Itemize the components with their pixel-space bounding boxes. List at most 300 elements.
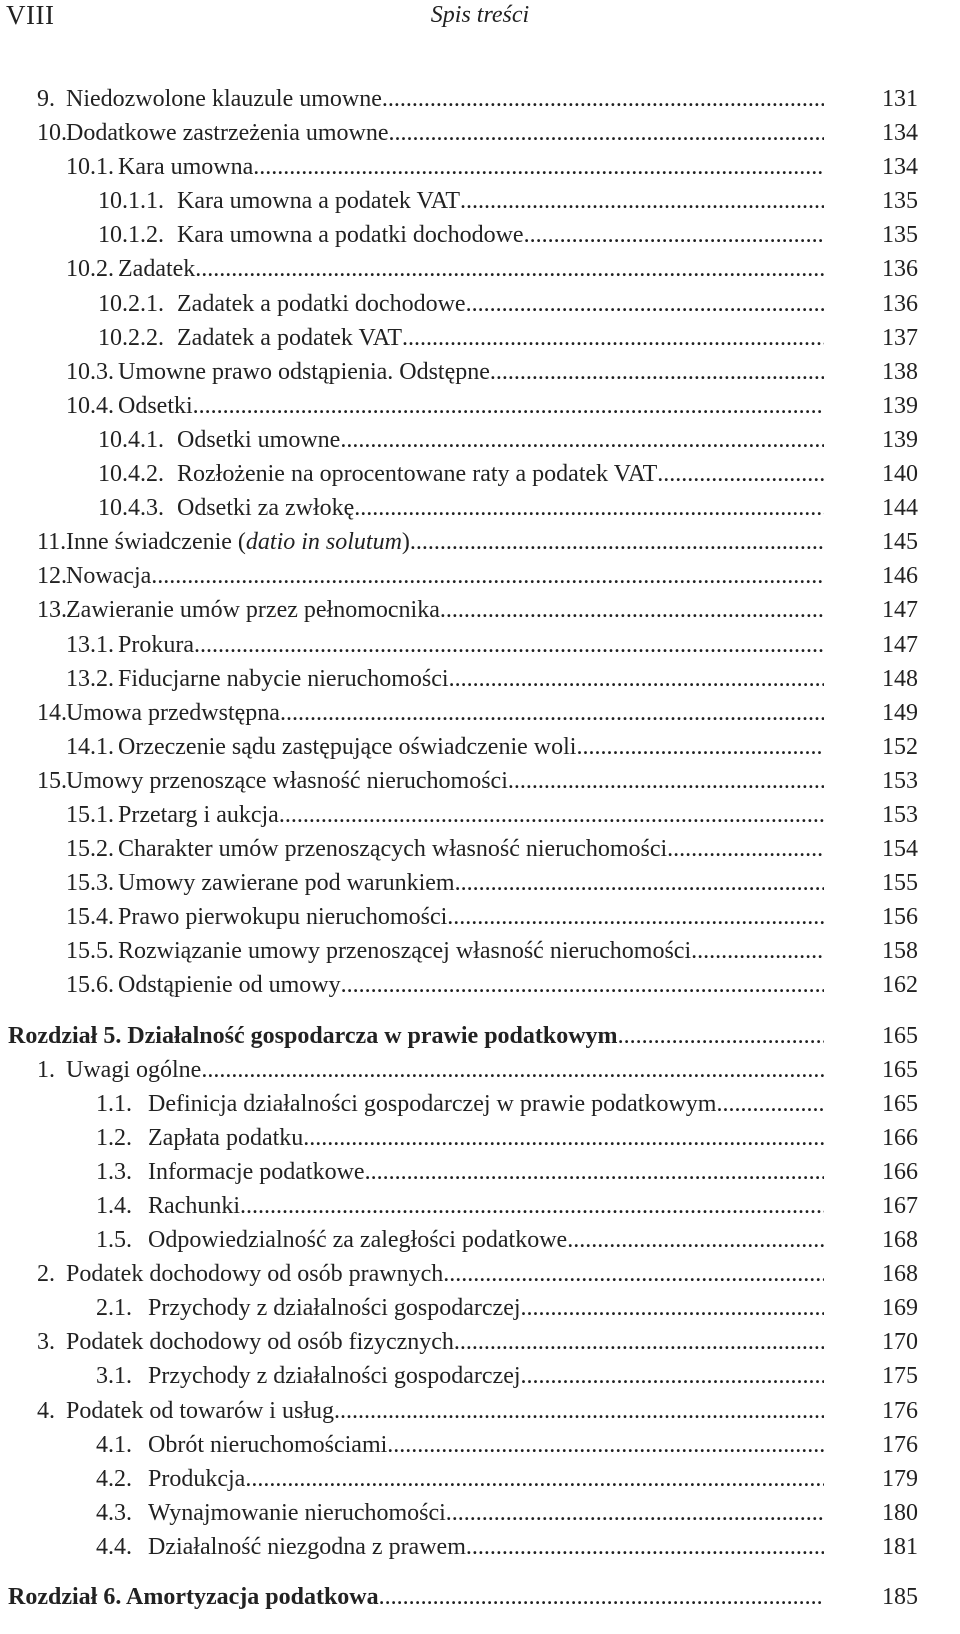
toc-entry-number: 1.3. — [96, 1158, 132, 1185]
toc-page-number: 165 — [882, 1022, 918, 1049]
toc-entry — [96, 1223, 824, 1257]
toc-entry-title — [66, 696, 280, 730]
toc-entry-title — [118, 150, 253, 184]
toc-entry-title — [118, 355, 490, 389]
toc-entry — [98, 321, 824, 355]
dot-leader — [466, 1530, 824, 1564]
toc-page-number: 162 — [882, 972, 918, 999]
toc-page-number: 136 — [882, 290, 918, 317]
toc-entry-number: 10.3. — [66, 358, 114, 385]
toc-page-number: 135 — [882, 188, 918, 215]
toc-entry — [37, 764, 824, 798]
dot-leader — [387, 1428, 824, 1462]
toc-entry-title — [118, 900, 447, 934]
toc-page-number: 180 — [882, 1499, 918, 1526]
toc-page-number: 175 — [882, 1363, 918, 1390]
toc-entry-title-text: Odsetki za zwłokę — [177, 495, 355, 522]
toc-page-number: 147 — [882, 631, 918, 658]
toc-entry-number: 4.4. — [96, 1533, 132, 1560]
toc-page-number: 152 — [882, 733, 918, 760]
toc-row — [0, 798, 960, 832]
toc-page-number: 155 — [882, 870, 918, 897]
toc-row — [0, 252, 960, 286]
toc-entry-title-text: Obrót nieruchomościami — [148, 1431, 388, 1458]
toc-entry-title — [118, 934, 691, 968]
toc-entry — [37, 559, 824, 593]
dot-leader — [279, 798, 824, 832]
toc-entry-number: 3. — [37, 1329, 55, 1356]
dot-leader — [521, 1291, 824, 1325]
toc-page-number: 168 — [882, 1261, 918, 1288]
dot-leader — [194, 628, 824, 662]
dot-leader — [253, 150, 824, 184]
toc-entry-title-text: Umowy zawierane pod warunkiem — [118, 870, 455, 897]
toc-page-number: 146 — [882, 563, 918, 590]
dot-leader — [440, 593, 824, 627]
toc-row — [0, 287, 960, 321]
toc-entry-title — [148, 1155, 365, 1189]
toc-entry — [98, 287, 824, 321]
toc-row — [0, 866, 960, 900]
toc-entry-title — [118, 832, 667, 866]
toc-row — [0, 1359, 960, 1393]
toc-entry-title — [177, 218, 524, 252]
toc-page-number: 139 — [882, 426, 918, 453]
toc-entry-title-text: Fiducjarne nabycie nieruchomości — [118, 665, 449, 692]
toc-page-number: 176 — [882, 1431, 918, 1458]
toc-entry-title-text: Rachunki — [148, 1193, 240, 1219]
toc-row — [0, 1189, 960, 1223]
toc-page-number: 153 — [882, 801, 918, 828]
toc-entry-number: 9. — [37, 86, 55, 112]
toc-entry-title-text: Definicja działalności gospodarczej w prawie podatkowym — [148, 1090, 717, 1117]
dot-leader — [151, 559, 824, 593]
toc-entry-title-text: Dodatkowe zastrzeżenia umowne — [66, 120, 389, 147]
toc-entry-title-text: Wynajmowanie nieruchomości — [148, 1499, 446, 1526]
toc-row — [0, 184, 960, 218]
dot-leader — [280, 696, 824, 730]
toc-entry-number: 14.1. — [66, 733, 114, 760]
dot-leader — [455, 866, 824, 900]
toc-entry-title — [66, 1394, 334, 1428]
toc-row — [0, 1496, 960, 1530]
toc-entry-title — [118, 662, 449, 696]
toc-entry-number: 10.1.1. — [98, 188, 164, 215]
toc-entry — [96, 1496, 824, 1530]
toc-entry-number: 10.4.1. — [98, 426, 164, 453]
toc-entry-title — [118, 628, 194, 662]
toc-entry — [96, 1291, 824, 1325]
dot-leader — [382, 82, 824, 116]
toc-entry — [98, 457, 824, 491]
toc-entry-number: 10.4.2. — [98, 461, 164, 488]
toc-entry-title-text: Zadatek a podatek VAT — [177, 324, 403, 351]
toc-page-number: 148 — [882, 665, 918, 692]
toc-entry-title — [66, 525, 410, 559]
toc-entry-title-text: Zadatek a podatki dochodowe — [177, 290, 466, 317]
toc-entry-title-text: Odpowiedzialność za zaległości podatkowe — [148, 1227, 568, 1254]
toc-entry-title — [148, 1223, 567, 1257]
dot-leader — [576, 730, 824, 764]
toc-row — [0, 559, 960, 593]
toc-entry — [96, 1121, 824, 1155]
toc-entry-title — [177, 287, 466, 321]
toc-entry — [96, 1462, 824, 1496]
dot-leader — [446, 1496, 824, 1530]
dot-leader — [341, 968, 824, 1002]
dot-leader — [449, 662, 824, 696]
table-of-contents — [0, 82, 960, 1614]
toc-row — [0, 1053, 960, 1087]
toc-page-number: 154 — [882, 836, 918, 863]
toc-entry — [66, 832, 824, 866]
toc-entry-title — [177, 491, 354, 525]
toc-entry-number: 14. — [37, 699, 67, 726]
dot-leader — [334, 1394, 824, 1428]
dot-leader — [443, 1257, 824, 1291]
dot-leader — [667, 832, 824, 866]
toc-row — [0, 491, 960, 525]
dot-leader — [508, 764, 824, 798]
dot-leader — [240, 1189, 824, 1223]
toc-chapter-row — [0, 1580, 960, 1614]
toc-row — [0, 1530, 960, 1564]
toc-entry-title-text: Rozdział 5. Działalność gospodarcza w prawie podatkowym — [8, 1022, 618, 1049]
toc-row — [0, 1155, 960, 1189]
toc-entry-number: 10.1.2. — [98, 222, 164, 249]
toc-entry-title-text: Niedozwolone klauzule umowne — [66, 86, 382, 112]
toc-entry — [37, 1257, 824, 1291]
toc-row — [0, 525, 960, 559]
toc-entry-title-text: Rozdział 6. Amortyzacja podatkowa — [8, 1584, 379, 1611]
toc-row — [0, 900, 960, 934]
toc-page-number: 169 — [882, 1295, 918, 1322]
toc-entry — [66, 150, 824, 184]
toc-entry-title-text: Zapłata podatku — [148, 1124, 304, 1151]
toc-page-number: 176 — [882, 1397, 918, 1424]
toc-entry-number: 10.4.3. — [98, 495, 164, 522]
toc-entry-title — [118, 866, 455, 900]
dot-leader — [490, 355, 824, 389]
toc-entry-number: 10.2.1. — [98, 290, 164, 317]
toc-entry-number: 15.3. — [66, 870, 114, 897]
toc-entry-number: 15.5. — [66, 938, 114, 965]
toc-entry — [66, 866, 824, 900]
toc-entry-title — [118, 389, 193, 423]
toc-entry-title-italic: datio in solutum — [245, 529, 402, 556]
toc-entry-title — [148, 1530, 466, 1564]
toc-page-number: 166 — [882, 1158, 918, 1185]
dot-leader — [618, 1019, 824, 1053]
toc-row — [0, 1394, 960, 1428]
dot-leader — [195, 252, 824, 286]
toc-entry-number: 13.2. — [66, 665, 114, 692]
toc-entry — [8, 1019, 824, 1053]
toc-page-number: 185 — [882, 1584, 918, 1611]
toc-entry-title-text: Umowy przenoszące własność nieruchomości — [66, 767, 508, 794]
toc-entry-title — [118, 798, 279, 832]
toc-page-number: 168 — [882, 1227, 918, 1254]
toc-entry-title-text: Charakter umów przenoszących własność nieruchomości — [118, 836, 668, 863]
toc-entry — [66, 900, 824, 934]
dot-leader — [379, 1580, 824, 1614]
dot-leader — [521, 1359, 824, 1393]
dot-leader — [716, 1087, 824, 1121]
toc-entry-title-text: Uwagi ogólne — [66, 1056, 202, 1083]
toc-row — [0, 355, 960, 389]
toc-entry — [66, 662, 824, 696]
dot-leader — [389, 116, 824, 150]
toc-row — [0, 150, 960, 184]
toc-entry-number: 15. — [37, 767, 67, 794]
toc-entry-title — [66, 82, 382, 116]
toc-row — [0, 218, 960, 252]
toc-entry-title — [177, 457, 657, 491]
toc-page-number: 134 — [882, 154, 918, 181]
toc-entry-title — [118, 730, 576, 764]
toc-entry-number: 10. — [37, 120, 67, 147]
toc-row — [0, 662, 960, 696]
running-title: Spis treści — [430, 2, 530, 28]
dot-leader — [201, 1053, 824, 1087]
toc-entry-title-text: Zadatek — [118, 256, 196, 283]
toc-entry-title — [148, 1462, 245, 1496]
toc-entry-title — [177, 423, 340, 457]
toc-row — [0, 934, 960, 968]
dot-leader — [460, 184, 824, 218]
page-number-roman: VIII — [6, 0, 55, 30]
toc-entry-title — [118, 968, 341, 1002]
toc-page-number: 179 — [882, 1465, 918, 1492]
toc-entry-title-text: Kara umowna — [118, 154, 254, 181]
toc-page-number: 140 — [882, 461, 918, 488]
toc-entry-title — [148, 1189, 240, 1223]
toc-entry-title-text: Informacje podatkowe — [148, 1158, 365, 1185]
toc-row — [0, 968, 960, 1002]
toc-entry — [37, 593, 824, 627]
toc-entry — [37, 1053, 824, 1087]
toc-page-number: 131 — [882, 86, 918, 112]
toc-entry — [66, 355, 824, 389]
toc-entry-title-text: Prawo pierwokupu nieruchomości — [118, 904, 448, 931]
toc-row — [0, 1291, 960, 1325]
toc-entry-title-text: Odsetki umowne — [177, 426, 341, 453]
toc-entry-title-text: Kara umowna a podatek VAT — [177, 188, 461, 215]
toc-entry-title-text: Rozłożenie na oprocentowane raty a podatek VAT — [177, 461, 658, 488]
toc-entry — [8, 1580, 824, 1614]
toc-row — [0, 764, 960, 798]
toc-entry-number: 15.4. — [66, 904, 114, 931]
toc-entry-number: 3.1. — [96, 1363, 132, 1390]
toc-row — [0, 1087, 960, 1121]
toc-entry-title-text: Podatek dochodowy od osób prawnych — [66, 1261, 444, 1288]
toc-entry-title-text: Odsetki — [118, 392, 193, 419]
toc-entry-title — [148, 1359, 521, 1393]
toc-page-number: 139 — [882, 392, 918, 419]
toc-entry-title — [66, 1053, 201, 1087]
dot-leader — [447, 900, 824, 934]
toc-entry-title — [66, 1257, 443, 1291]
toc-entry-title-suffix: ) — [401, 529, 410, 556]
toc-page-number: 165 — [882, 1056, 918, 1083]
toc-row — [0, 1325, 960, 1359]
toc-entry-title — [118, 252, 195, 286]
toc-page-number: 181 — [882, 1533, 918, 1560]
toc-row — [0, 116, 960, 150]
toc-entry-title-text: Odstąpienie od umowy — [118, 972, 341, 999]
toc-row — [0, 593, 960, 627]
toc-entry-title — [8, 1019, 618, 1053]
toc-row — [0, 730, 960, 764]
toc-entry — [96, 1428, 824, 1462]
toc-entry — [37, 82, 824, 116]
toc-page-number: 170 — [882, 1329, 918, 1356]
toc-entry-title — [8, 1580, 379, 1614]
toc-entry-number: 10.1. — [66, 154, 114, 181]
toc-row — [0, 696, 960, 730]
toc-entry-title — [66, 593, 440, 627]
toc-entry-number: 11. — [37, 529, 67, 556]
toc-entry-number: 1. — [37, 1056, 55, 1083]
toc-entry-number: 1.4. — [96, 1193, 132, 1219]
toc-entry-title — [66, 116, 389, 150]
toc-entry-title — [66, 764, 508, 798]
toc-entry — [98, 423, 824, 457]
toc-page-number: 147 — [882, 597, 918, 624]
toc-entry — [66, 252, 824, 286]
toc-entry — [66, 968, 824, 1002]
toc-entry-number: 13.1. — [66, 631, 114, 658]
dot-leader — [303, 1121, 824, 1155]
toc-chapter-row — [0, 1019, 960, 1053]
toc-row — [0, 82, 960, 116]
toc-entry-title — [66, 559, 151, 593]
toc-page-number: 137 — [882, 324, 918, 351]
toc-entry-number: 4.1. — [96, 1431, 132, 1458]
toc-page-number: 144 — [882, 495, 918, 522]
toc-entry-number: 1.2. — [96, 1124, 132, 1151]
toc-row — [0, 1121, 960, 1155]
toc-row — [0, 389, 960, 423]
dot-leader — [245, 1462, 824, 1496]
dot-leader — [340, 423, 824, 457]
toc-entry — [37, 525, 824, 559]
toc-page-number: 165 — [882, 1090, 918, 1117]
toc-row — [0, 628, 960, 662]
toc-entry-title-text: Umowa przedwstępna — [66, 699, 280, 726]
toc-entry-title-text: Działalność niezgodna z prawem — [148, 1533, 466, 1560]
toc-entry-title-text: Inne świadczenie ( — [66, 529, 246, 556]
toc-entry-title-text: Orzeczenie sądu zastępujące oświadczenie woli — [118, 733, 577, 760]
dot-leader — [466, 287, 824, 321]
toc-row — [0, 457, 960, 491]
dot-leader — [657, 457, 824, 491]
toc-entry — [98, 184, 824, 218]
toc-entry — [96, 1359, 824, 1393]
toc-entry-number: 4. — [37, 1397, 55, 1424]
toc-row — [0, 1223, 960, 1257]
toc-entry-title — [66, 1325, 454, 1359]
toc-entry-title — [177, 184, 460, 218]
toc-entry-title — [148, 1428, 387, 1462]
toc-entry-number: 1.5. — [96, 1227, 132, 1254]
toc-entry — [96, 1087, 824, 1121]
toc-entry-title-text: Przetarg i aukcja — [118, 801, 279, 828]
toc-entry-title-text: Umowne prawo odstąpienia. Odstępne — [118, 358, 490, 385]
toc-entry-title-text: Nowacja — [66, 563, 152, 590]
toc-entry-title-text: Podatek od towarów i usług — [66, 1397, 334, 1424]
toc-page-number: 153 — [882, 767, 918, 794]
toc-entry-title — [148, 1291, 521, 1325]
toc-entry-title-text: Podatek dochodowy od osób fizycznych — [66, 1329, 454, 1356]
toc-entry-number: 13. — [37, 597, 67, 624]
toc-entry — [37, 1325, 824, 1359]
toc-entry-title-text: Kara umowna a podatki dochodowe — [177, 222, 524, 249]
toc-page-number: 135 — [882, 222, 918, 249]
dot-leader — [454, 1325, 824, 1359]
toc-entry-number: 10.4. — [66, 392, 114, 419]
toc-row — [0, 321, 960, 355]
toc-page-number: 134 — [882, 120, 918, 147]
toc-entry — [96, 1189, 824, 1223]
toc-entry-title-text: Prokura — [118, 631, 194, 658]
toc-entry — [66, 798, 824, 832]
dot-leader — [402, 321, 824, 355]
toc-entry-title-text: Rozwiązanie umowy przenoszącej własność nieruchomości — [118, 938, 692, 965]
toc-page-number: 138 — [882, 358, 918, 385]
toc-entry-title — [148, 1496, 446, 1530]
toc-page-number: 145 — [882, 529, 918, 556]
toc-row — [0, 423, 960, 457]
dot-leader — [524, 218, 824, 252]
toc-entry — [96, 1155, 824, 1189]
toc-page-number: 167 — [882, 1193, 918, 1219]
toc-entry — [37, 1394, 824, 1428]
toc-page-number: 136 — [882, 256, 918, 283]
toc-entry — [66, 730, 824, 764]
toc-entry-number: 2. — [37, 1261, 55, 1288]
toc-entry-title-text: Przychody z działalności gospodarczej — [148, 1295, 521, 1322]
toc-row — [0, 1257, 960, 1291]
toc-entry — [66, 389, 824, 423]
toc-entry — [96, 1530, 824, 1564]
toc-entry — [66, 934, 824, 968]
toc-entry-number: 12. — [37, 563, 67, 590]
toc-entry — [98, 218, 824, 252]
toc-entry — [98, 491, 824, 525]
toc-page-number: 149 — [882, 699, 918, 726]
toc-row — [0, 832, 960, 866]
toc-entry — [66, 628, 824, 662]
dot-leader — [567, 1223, 824, 1257]
toc-row — [0, 1462, 960, 1496]
toc-entry-number: 4.3. — [96, 1499, 132, 1526]
toc-entry-title — [177, 321, 402, 355]
toc-entry-number: 1.1. — [96, 1090, 132, 1117]
toc-entry-number: 10.2.2. — [98, 324, 164, 351]
toc-entry-title-text: Produkcja — [148, 1465, 246, 1492]
toc-entry-title-text: Przychody z działalności gospodarczej — [148, 1363, 521, 1390]
toc-entry-number: 15.1. — [66, 801, 114, 828]
toc-entry-number: 4.2. — [96, 1465, 132, 1492]
dot-leader — [410, 525, 824, 559]
toc-page-number: 166 — [882, 1124, 918, 1151]
dot-leader — [691, 934, 824, 968]
toc-entry-number: 15.2. — [66, 836, 114, 863]
toc-entry-title-text: Zawieranie umów przez pełnomocnika — [66, 597, 440, 624]
dot-leader — [193, 389, 824, 423]
toc-entry — [37, 696, 824, 730]
